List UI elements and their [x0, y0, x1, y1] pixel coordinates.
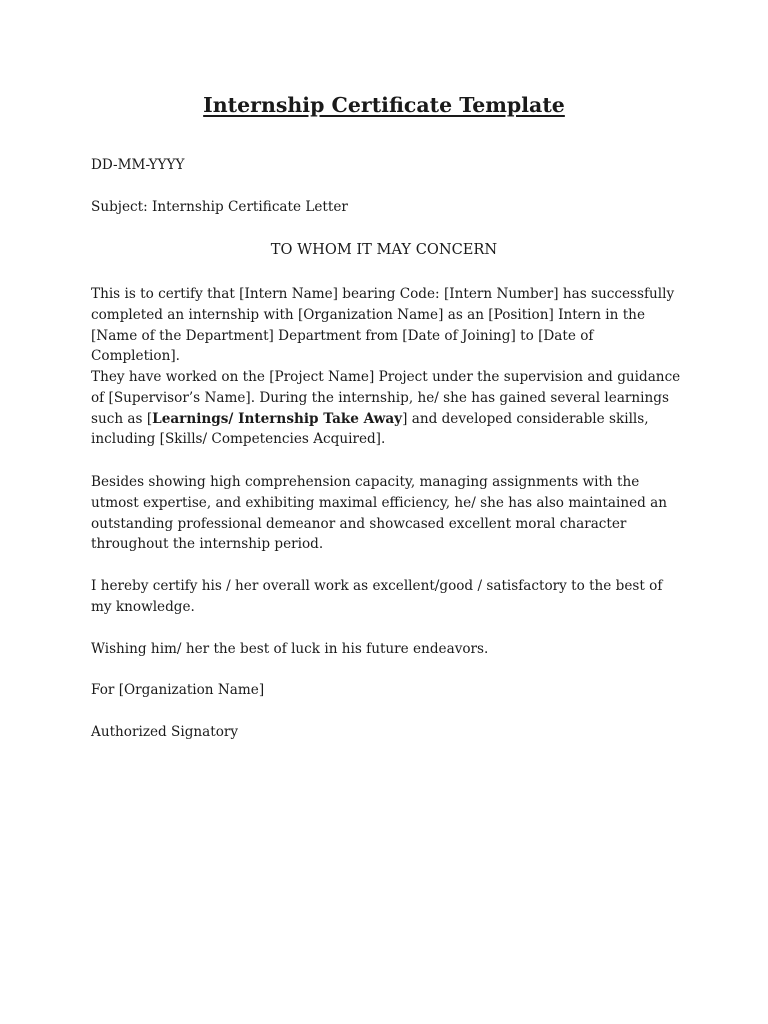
- signatory-line: Authorized Signatory: [91, 724, 239, 740]
- paragraph-conduct: Besides showing high comprehension capacity, managing assignments with the utmost expertise, and exhibiting maximal efficiency, he/ she has also maintained an outstanding professional demeanor and showcased excellent moral character throughout the internship period.: [91, 474, 668, 553]
- paragraph-project-bold-learnings: Learnings/ Internship Take Away: [152, 410, 403, 427]
- paragraph-project-text-end: ] and developed considerable skills, including [Skills/ Competencies Acquired].: [91, 410, 649, 448]
- paragraph-project: [91, 367, 681, 450]
- document-title: Internship Certificate Template: [203, 93, 565, 117]
- subject-line: Subject: Internship Certificate Letter: [91, 199, 348, 215]
- paragraph-wishes: Wishing him/ her the best of luck in his future endeavors.: [91, 641, 489, 657]
- salutation: TO WHOM IT MAY CONCERN: [270, 241, 498, 258]
- date-line: DD-MM-YYYY: [91, 157, 185, 173]
- paragraph-certify: This is to certify that [Intern Name] bearing Code: [Intern Number] has successfully completed an internship with [Organization Name] as an [Position] Intern in the [Name of the Department] Department from [Date of Joining] to [Date of Completion].: [91, 286, 675, 365]
- paragraph-rating: I hereby certify his / her overall work as excellent/good / satisfactory to the best of my knowledge.: [91, 578, 663, 615]
- closing-line: For [Organization Name]: [91, 682, 265, 698]
- paragraph-project-text-start: They have worked on the [Project Name] Project under the supervision and guidance of [Supervisor’s Name]. During the internship, he/ she has gained several learnings such as [: [91, 369, 681, 427]
